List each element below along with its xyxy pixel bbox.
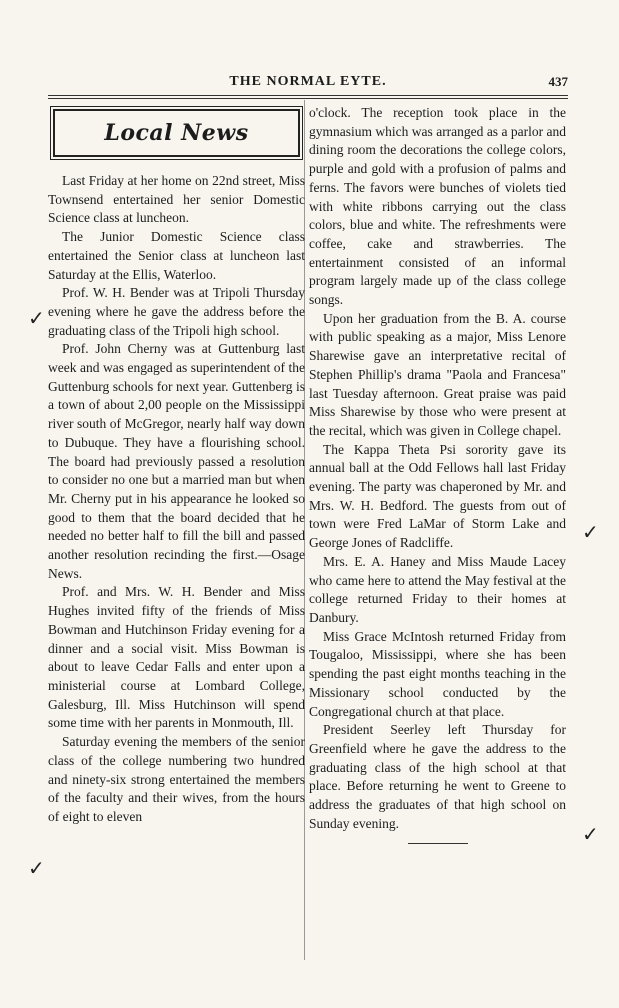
check-mark-icon: ✓ [582, 520, 599, 544]
news-item: The Kappa Theta Psi sorority gave its annual ball at the Odd Fellows hall last Friday evening. The party was chaperoned by Mr. and Mrs. W. H. Bedford. The guests from out of town were Fred LaMar of Storm Lake and George Jones of Radcliffe. [309, 441, 566, 551]
page-number: 437 [548, 74, 568, 89]
header-rule [48, 95, 568, 99]
right-column [309, 104, 566, 844]
news-item: President Seerley left Thursday for Greenfield where he gave the address to the graduating class of the high school at that place. Before returning he went to Greene to address the graduates of that high school on Sunday evening. [309, 722, 566, 831]
news-item: Prof. W. H. Bender was at Tripoli Thursday evening where he gave the address before the graduating class of the Tripoli high school. [48, 285, 305, 338]
news-item: Saturday evening the members of the senior class of the college numbering two hundred and ninety-six strong entertained the members of the faculty and their wives, from the hours of eight to eleven [48, 734, 305, 824]
news-item: Prof. and Mrs. W. H. Bender and Miss Hughes invited fifty of the friends of Miss Bowman and Hutchinson Friday evening for a dinner and a social visit. Miss Bowman is about to leave Cedar Falls and enter upon a ministerial course at Lombard College, Galesburg, Ill. Miss Hutchinson will spend some time with her parents in Monmouth, Ill. [48, 584, 305, 731]
section-title: Local News [53, 109, 300, 157]
news-item: Miss Grace McIntosh returned Friday from Tougaloo, Mississippi, where she has been spending the past eight months teaching in the Missionary school conducted by the Congregational church at that place. [309, 628, 566, 719]
news-item: Upon her graduation from the B. A. course with public speaking as a major, Miss Lenore Sharewise gave an interpretative recital of Stephen Phillip's drama "Paola and Francesa" last Tuesday afternoon. Great praise was paid Miss Sharewise by those who were present at the recital, which was given in College chapel. [309, 310, 566, 438]
news-item: Mrs. E. A. Haney and Miss Maude Lacey who came here to attend the May festival at the college returned Friday to their homes at Danbury. [309, 553, 566, 625]
news-item: Last Friday at her home on 22nd street, Miss Townsend entertained her senior Domestic Science class at luncheon. [48, 173, 305, 226]
journal-title: THE NORMAL EYTE. [229, 74, 387, 89]
end-rule [408, 843, 468, 844]
check-mark-icon: ✓ [28, 856, 45, 880]
left-column [48, 104, 305, 827]
news-item: o'clock. The reception took place in the gymnasium which was arranged as a parlor and dining room the decorations the college colors, purple and gold with a profusion of palms and ferns. The favors were bunches of violets tied with white ribbons carrying out the class colors, blue and white. The refreshments were coffee, cake and strawberries. The entertainment consisted of an informal program largely made up of the class college songs. [309, 105, 566, 308]
news-item: Prof. John Cherny was at Guttenburg last week and was engaged as superintendent of the Guttenburg schools for next year. Guttenberg is a town of about 2,00 people on the Mississippi river south of McGregor, nearly half way down to Dubuque. They have a flourishing school. The board had previously passed a resolution to consider no one but a married man but when Mr. Cherny put in his appearance he looked so good to them that the board decided that he needed no better half to fill the bill and passed another resolution recinding the first.—Osage News. [48, 341, 305, 581]
check-mark-icon: ✓ [582, 822, 599, 846]
page-header [48, 74, 568, 96]
section-masthead [50, 106, 303, 160]
news-item: The Junior Domestic Science class entertained the Senior class at luncheon last Saturday at the Ellis, Waterloo. [48, 229, 305, 282]
check-mark-icon: ✓ [28, 306, 45, 330]
